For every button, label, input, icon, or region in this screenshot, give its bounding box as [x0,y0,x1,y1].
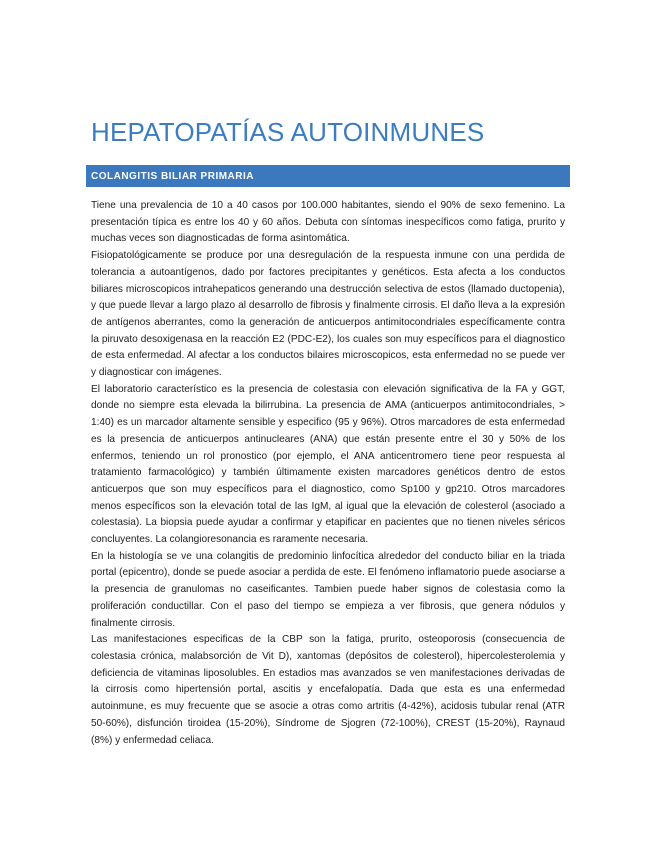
paragraph-histologia: En la histología se ve una colangitis de predominio linfocítica alrededor del conducto biliar en la triada portal (epicentro), donde se puede asociar a perdida de este. El fenómeno inflamatorio puede asociarse a la presencia de granulomas no caseificantes. Tambien puede haber signos de colestasia como la proliferación conductillar. Con el paso del tiempo se empieza a ver fibrosis, que genera nódulos y finalmente cirrosis. [91,550,565,629]
section-header-label: COLANGITIS BILIAR PRIMARIA [91,170,254,182]
paragraph-manifestaciones: Las manifestaciones especificas de la CBP son la fatiga, prurito, osteoporosis (consecuencia de colestasia crónica, malabsorción de Vit D), xantomas (depósitos de colesterol), hipercolesterolemia y deficiencia de vitaminas liposolubles. En estadios mas avanzados se ven manifestaciones derivadas de la cirrosis como hipertensión portal, ascitis y encefalopatía. Dada que esta es una enfermedad autoinmune, es muy frecuente que se asocie a otras como artritis (4-42%), acidosis tubular renal (ATR 50-60%), disfunción tiroidea (15-20%), Síndrome de Sjogren (72-100%), CREST (15-20%), Raynaud (8%) y enfermedad celiaca. [91,634,565,746]
page-title: HEPATOPATÍAS AUTOINMUNES [91,117,485,147]
paragraph-prevalencia: Tiene una prevalencia de 10 a 40 casos por 100.000 habitantes, siendo el 90% de sexo femenino. La presentación típica es entre los 40 y 60 años. Debuta con síntomas inespecíficos como fatiga, prurito y muchas veces son diagnosticadas de forma asintomática. [91,200,565,245]
section-header-bar [86,165,570,187]
paragraph-fisiopatologia: Fisiopatológicamente se produce por una desregulación de la respuesta inmune con una perdida de tolerancia a autoantígenos, dado por factores precipitantes y genéticos. Esta afecta a los conductos biliares microscopicos intrahepaticos generando una destrucción selectiva de estos (llamado ductopenia), y que puede llevar a largo plazo al desarrollo de fibrosis y finalmente cirrosis. El daño lleva a la expresión de antígenos aberrantes, como la generación de anticuerpos antimitocondriales específicamente contra la piruvato desoxigenasa en la reacción E2 (PDC-E2), los cuales son muy específicos para el diagnostico de esta enfermedad. Al afectar a los conductos bilaires microscopicos, esta enfermedad no se puede ver y diagnosticar con imágenes. [91,250,565,379]
paragraph-laboratorio: El laboratorio característico es la presencia de colestasia con elevación significativa de la FA y GGT, donde no siempre esta elevada la bilirrubina. La presencia de AMA (anticuerpos antimitocondriales, > 1:40) es un marcador altamente sensible y especifico (95 y 96%). Otros marcadores de esta enfermedad es la presencia de anticuerpos antinucleares (ANA) que están presente entre el 30 y 50% de los enfermos, teniendo un rol pronostico (por ejemplo, el ANA anticentromero tiene peor respuesta al tratamiento farmacológico) y también últimamente existen marcadores genéticos dentro de estos anticuerpos que son muy específicos para el diagnostico, como Sp100 y gp210. Otros marcadores menos específicos son la elevación total de las IgM, al igual que la elevación de colesterol (asociado a colestasia). La biopsia puede ayudar a confirmar y etapificar en pacientes que no tienen niveles séricos concluyentes. La colangioresonancia es raramente necesaria. [91,383,565,546]
body-content [91,198,565,749]
